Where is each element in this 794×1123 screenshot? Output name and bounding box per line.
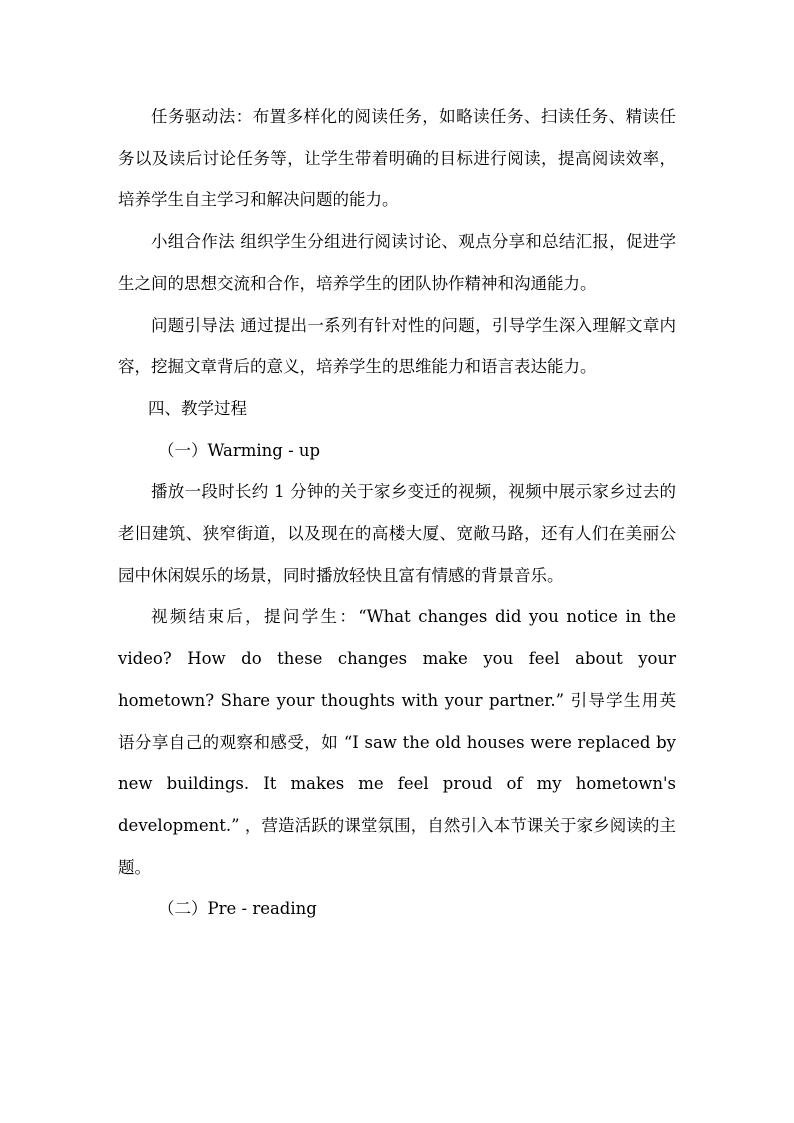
paragraph-question-students: 视频结束后，提问学生：“What changes did you notice in the video? How do these changes make you feel about your hometown? Share your thoughts with your partner.” 引导学生用英语分享自己的观察和感受，如 “I saw the old houses were replaced by new buildings. It makes me feel proud of my hometown's development.” ，营造活跃的课堂氛围，自然引入本节课关于家乡阅读的主题。 xyxy=(118,607,676,877)
paragraph-group-cooperation: 小组合作法 组织学生分组进行阅读讨论、观点分享和总结汇报，促进学生之间的思想交流和合作，培养学生的团队协作精神和沟通能力。 xyxy=(118,232,676,293)
document-page xyxy=(118,96,676,930)
subsection-heading-warming-up: （一）Warming - up xyxy=(158,440,321,460)
paragraph-question-guided: 问题引导法 通过提出一系列有针对性的问题，引导学生深入理解文章内容，挖掘文章背后的意义，培养学生的思维能力和语言表达能力。 xyxy=(118,315,676,377)
paragraph-video-description: 播放一段时长约 1 分钟的关于家乡变迁的视频，视频中展示家乡过去的老旧建筑、狭窄街道，以及现在的高楼大厦、宽敞马路，还有人们在美丽公园中休闲娱乐的场景，同时播放轻快且富有情感的背景音乐。 xyxy=(118,482,676,585)
section-heading-teaching-process: 四、教学过程 xyxy=(148,398,247,418)
paragraph-task-driven: 任务驱动法：布置多样化的阅读任务，如略读任务、扫读任务、精读任务以及读后讨论任务等，让学生带着明确的目标进行阅读，提高阅读效率，培养学生自主学习和解决问题的能力。 xyxy=(118,107,676,210)
subsection-heading-pre-reading: （二）Pre - reading xyxy=(158,899,317,919)
